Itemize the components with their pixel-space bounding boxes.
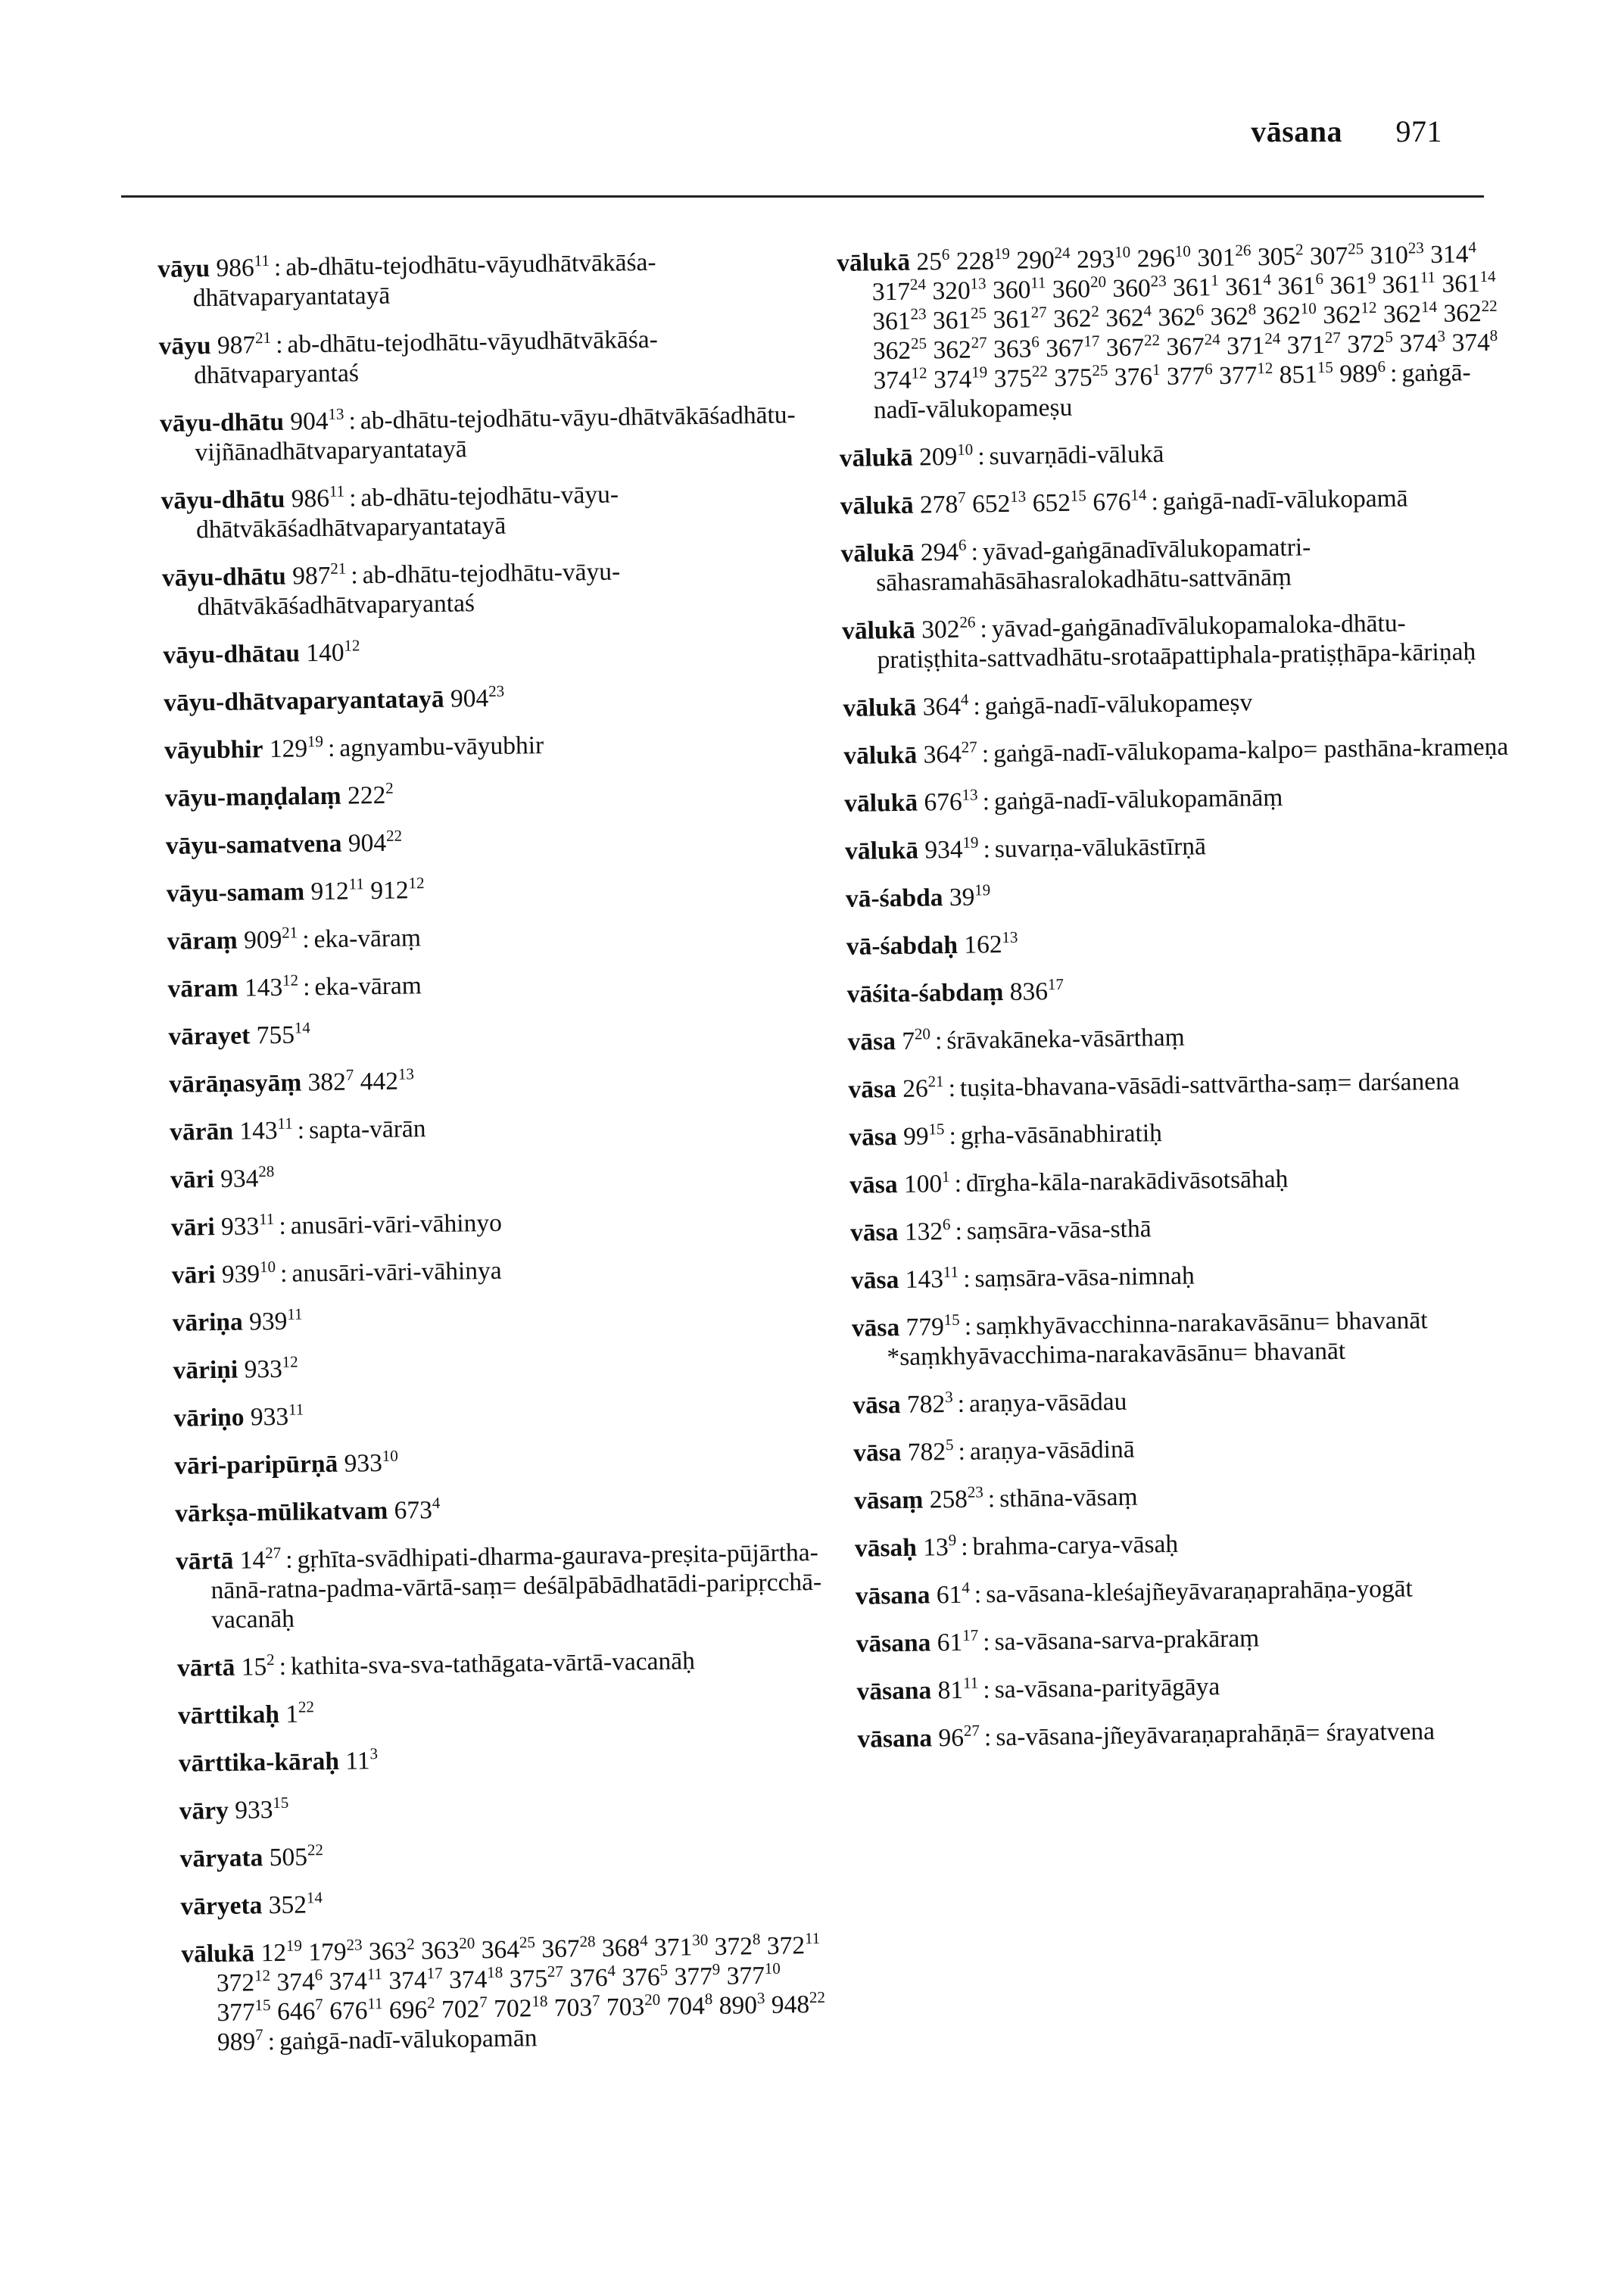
index-entry <box>837 239 1505 425</box>
entry-references: $25^6$ $228^{19}$ $290^{24}$ $293^{10}$ $296^{10}$ $301^{26}$ $305^2$ $307^{25}$ $310^{23}$ $314^4$ $317^{24}$ $320^{13}$ $360^{11}$ $360^{20}$ $360^{23}$ $361^1$ $361^4$ $361^6$ $361^9$ $361^{11}$ $361^{14}$ $361^{23}$ $361^{25}$ $361^{27}$ $362^2$ $362^4$ $362^6$ $362^8$ $362^{10}$ $362^{12}$ $362^{14}$ $362^{22}$ $362^{25}$ $362^{27}$ $363^6$ $367^{17}$ $367^{22}$ $367^{24}$ $371^{24}$ $371^{27}$ $372^5$ $374^3$ $374^8$ $374^{12}$ $374^{19}$ $375^{22}$ $375^{25}$ $376^1$ $377^6$ $377^{12}$ $851^{15}$ $989^6$ <box>871 238 1498 395</box>
entry-references: $26^{21}$ <box>902 1072 944 1103</box>
entry-references: $7^{20}$ <box>902 1024 931 1055</box>
entry-headword: vāyu-samatvena <box>165 829 342 860</box>
entry-context: tuṣita-bhavana-vāsādi-sattvārtha-saṃ= darśanena <box>959 1067 1460 1102</box>
entry-separator: : <box>962 1264 971 1293</box>
entry-headword: vāsa <box>853 1390 901 1420</box>
entry-headword: vārān <box>169 1117 234 1146</box>
entry-references: $505^{22}$ <box>269 1840 324 1872</box>
entry-headword: vāyu-dhātu <box>161 485 285 515</box>
entry-headword: vāsaḥ <box>854 1533 918 1563</box>
entry-context: dīrgha-kāla-narakādivāsotsāhaḥ <box>965 1164 1289 1198</box>
entry-separator: : <box>987 1485 996 1513</box>
entry-headword: vāsa <box>850 1265 899 1295</box>
index-entry <box>171 1204 830 1242</box>
index-entry <box>173 1395 832 1433</box>
entry-headword: vāram <box>167 974 238 1003</box>
entry-separator: : <box>973 692 980 721</box>
index-entry <box>179 1835 838 1874</box>
entry-headword: vāry <box>179 1796 229 1825</box>
entry-references: $986^{11}$ <box>291 482 345 513</box>
entry-references: $61^{17}$ <box>937 1625 979 1657</box>
entry-separator: : <box>961 1532 968 1561</box>
index-entry <box>179 1788 837 1826</box>
entry-separator: : <box>351 561 358 590</box>
entry-references: $61^4$ <box>936 1578 970 1610</box>
entry-separator: : <box>267 2028 276 2056</box>
entry-separator: : <box>957 1389 965 1418</box>
entry-references: $676^{13}$ <box>924 785 978 817</box>
entry-references: $382^7$ $442^{13}$ <box>307 1064 415 1097</box>
entry-headword: vālukā <box>839 443 913 472</box>
index-entry <box>857 1716 1523 1754</box>
entry-context: anusāri-vāri-vāhinyo <box>290 1208 503 1240</box>
index-entry <box>853 1429 1520 1468</box>
entry-references: $782^3$ <box>906 1387 953 1419</box>
entry-context: gaṅgā-nadī-vālukopameṣu <box>873 358 1471 425</box>
entry-separator: : <box>297 1116 305 1145</box>
entry-references: $912^{11}$ $912^{12}$ <box>310 874 425 906</box>
index-entry <box>175 1490 834 1529</box>
entry-separator: : <box>302 973 310 1002</box>
entry-context: yāvad-gaṅgānadīvālukopamatri-sāhasramahāsāhasralokadhātu-sattvānāṃ <box>875 533 1311 597</box>
entry-headword: vālukā <box>840 491 914 520</box>
entry-separator: : <box>327 734 335 762</box>
entry-context: gṛha-vāsānabhiratiḥ <box>960 1119 1163 1150</box>
entry-references: $1^{22}$ <box>285 1697 315 1728</box>
entry-headword: vā-śabdaḥ <box>846 930 959 961</box>
entry-headword: vāriṇa <box>172 1308 244 1337</box>
index-entry <box>849 1114 1515 1152</box>
entry-separator: : <box>285 1545 293 1574</box>
entry-separator: : <box>983 1628 990 1657</box>
entry-references: $933^{12}$ <box>244 1352 298 1384</box>
entry-separator: : <box>934 1027 943 1055</box>
index-entry <box>166 822 824 861</box>
entry-headword: vāyu-maṇḍalaṃ <box>164 781 341 812</box>
entry-headword: vālukā <box>841 616 916 645</box>
entry-separator: : <box>954 1169 962 1198</box>
entry-context: sa-vāsana-parityāgāya <box>994 1672 1220 1704</box>
entry-references: $904^{23}$ <box>450 681 505 713</box>
index-entry <box>172 1251 831 1290</box>
entry-references: $302^{26}$ <box>921 612 976 644</box>
entry-references: $132^6$ <box>904 1215 951 1246</box>
entry-separator: : <box>273 253 282 282</box>
entry-separator: : <box>949 1121 957 1151</box>
entry-references: $129^{19}$ <box>269 731 324 763</box>
entry-separator: : <box>279 1211 287 1240</box>
entry-headword: vālukā <box>844 836 919 865</box>
index-entry <box>162 554 821 622</box>
entry-separator: : <box>1389 359 1398 388</box>
entry-headword: vāyu <box>158 332 211 360</box>
index-entry <box>164 727 823 765</box>
index-entry <box>852 1304 1519 1373</box>
entry-references: $13^9$ <box>923 1530 957 1562</box>
entry-headword: vāryata <box>179 1844 263 1873</box>
entry-separator: : <box>279 1259 288 1288</box>
entry-headword: vārtā <box>175 1546 234 1576</box>
entry-headword: vāsaṃ <box>853 1485 924 1515</box>
entry-separator: : <box>348 484 357 513</box>
index-entry <box>840 482 1506 521</box>
entry-headword: vāsana <box>856 1676 932 1706</box>
entry-references: $143^{11}$ <box>905 1262 959 1294</box>
entry-headword: vāriṇi <box>173 1355 238 1385</box>
entry-separator: : <box>348 407 357 435</box>
entry-headword: vālukā <box>843 788 918 818</box>
index-entry <box>850 1209 1516 1248</box>
entry-headword: vāsa <box>851 1313 900 1342</box>
entry-separator: : <box>948 1074 956 1103</box>
index-entry <box>168 1013 827 1052</box>
entry-separator: : <box>955 1217 963 1245</box>
page-number: 971 <box>1395 114 1442 148</box>
entry-headword: vāsa <box>849 1123 897 1152</box>
entry-headword: vāriṇo <box>173 1403 245 1432</box>
entry-references: $934^{28}$ <box>220 1161 275 1193</box>
index-entry <box>856 1620 1522 1659</box>
index-entry <box>856 1668 1523 1706</box>
entry-headword: vāsa <box>853 1438 902 1467</box>
index-entry <box>167 965 826 1004</box>
entry-references: $836^{17}$ <box>1009 974 1064 1006</box>
index-entry <box>178 1692 837 1731</box>
entry-context: gaṅgā-nadī-vālukopamānāṃ <box>993 783 1283 816</box>
entry-references: $294^6$ <box>920 535 967 567</box>
left-column <box>157 245 842 2076</box>
entry-references: $904^{22}$ <box>348 826 403 858</box>
entry-headword: vāyubhir <box>164 735 263 765</box>
index-entry <box>846 923 1513 962</box>
entry-headword: vāri <box>171 1261 216 1289</box>
entry-headword: vāsa <box>849 1170 898 1199</box>
running-head <box>1251 114 1442 149</box>
index-entry <box>845 828 1511 866</box>
entry-references: $779^{15}$ <box>906 1310 960 1342</box>
entry-references: $81^{11}$ <box>937 1673 979 1705</box>
entry-context: ab-dhātu-tejodhātu-vāyu-dhātvākāśadhātu-vijñānadhātvaparyantatayā <box>195 401 796 467</box>
running-headword: vāsana <box>1251 114 1342 148</box>
index-entry <box>177 1644 836 1683</box>
index-entry <box>174 1442 833 1481</box>
entry-references: $352^{14}$ <box>268 1888 323 1920</box>
entry-context: anusāri-vāri-vāhinya <box>291 1256 502 1288</box>
entry-context: suvarṇa-vālukāstīrṇā <box>994 832 1207 864</box>
index-entry <box>176 1538 836 1635</box>
index-entry <box>169 1061 828 1099</box>
entry-references: $11^3$ <box>345 1744 379 1775</box>
entry-headword: vāśita-śabdaṃ <box>846 978 1004 1008</box>
index-entry <box>840 435 1506 473</box>
index-entry <box>157 245 817 313</box>
entry-context: saṃkhyāvacchinna-narakavāsānu= bhavanāt *saṃkhyāvacchima-narakavāsānu= bhavanāt <box>887 1306 1428 1372</box>
index-entry <box>170 1156 829 1195</box>
entry-context: brahma-carya-vāsaḥ <box>972 1529 1179 1561</box>
entry-references: $364^4$ <box>922 690 969 722</box>
entry-context: sthāna-vāsaṃ <box>999 1482 1138 1513</box>
entry-references: $987^{21}$ <box>217 328 272 360</box>
entry-separator: : <box>958 1437 966 1466</box>
entry-separator: : <box>983 1723 992 1752</box>
entry-headword: vārttikaḥ <box>177 1700 280 1730</box>
index-entry <box>844 780 1510 818</box>
index-entry <box>158 323 818 391</box>
entry-references: $15^2$ <box>241 1650 275 1682</box>
entry-context: ab-dhātu-tejodhātu-vāyu-dhātvākāśadhātvaparyantaś <box>197 557 621 622</box>
entry-headword: vārkṣa-mūlikatvam <box>174 1496 388 1528</box>
entry-headword: vāyu-samam <box>166 877 305 908</box>
entry-headword: vā-śabda <box>845 884 943 913</box>
entry-context: eka-vāram <box>314 971 422 1002</box>
entry-context: gaṅgā-nadī-vālukopameṣv <box>984 688 1253 721</box>
entry-references: $933^{11}$ <box>220 1209 275 1241</box>
index-entry <box>854 1477 1520 1516</box>
entry-references: $12^{19}$ $179^{23}$ $363^2$ $363^{20}$ $364^{25}$ $367^{28}$ $368^4$ $371^{30}$ $372^8$ $372^{11}$ $372^{12}$ $374^6$ $374^{11}$ $374^{17}$ $374^{18}$ $375^{27}$ $376^4$ $376^5$ $377^9$ $377^{10}$ $377^{15}$ $646^7$ $676^{11}$ $696^2$ $702^7$ $702^{18}$ $703^7$ $703^{20}$ $704^8$ $890^3$ $948^{22}$ $989^7$ <box>216 1928 826 2057</box>
entry-references: $939^{11}$ <box>248 1304 303 1336</box>
entry-headword: vāsa <box>847 1027 896 1056</box>
entry-separator: : <box>981 740 990 768</box>
entry-references: $99^{15}$ <box>902 1120 945 1151</box>
entry-references: $364^{27}$ <box>923 737 977 769</box>
entry-references: $933^{15}$ <box>234 1793 289 1825</box>
entry-context: suvarṇādi-vālukā <box>989 439 1164 471</box>
entry-references: $258^{23}$ <box>929 1482 983 1514</box>
entry-headword: vāyu-dhātau <box>163 639 301 669</box>
entry-references: $909^{21}$ <box>243 923 298 955</box>
entry-headword: vāyu-dhātu <box>161 562 287 592</box>
entry-references: $100^1$ <box>903 1167 950 1198</box>
entry-context: gaṅgā-nadī-vālukopama-kalpo= pasthāna-krameṇa <box>993 732 1509 768</box>
entry-separator: : <box>302 925 310 954</box>
entry-separator: : <box>1151 488 1159 516</box>
index-entry <box>840 530 1507 598</box>
entry-headword: vāraṃ <box>167 926 238 955</box>
entry-headword: vālukā <box>843 693 917 722</box>
entry-context: araṇya-vāsādinā <box>969 1435 1135 1466</box>
index-entry <box>846 875 1512 914</box>
entry-headword: vāri <box>170 1165 215 1194</box>
index-entry <box>855 1525 1521 1563</box>
index-entry <box>181 1928 841 2058</box>
index-entry <box>164 679 822 718</box>
entry-references: $222^2$ <box>347 778 394 810</box>
entry-headword: vālukā <box>181 1939 255 1968</box>
entry-references: $904^{13}$ <box>290 404 344 436</box>
entry-separator: : <box>982 787 990 816</box>
entry-headword: vālukā <box>840 538 915 568</box>
entry-headword: vāyu-dhātvaparyantatayā <box>164 684 444 717</box>
entry-context: ab-dhātu-tejodhātu-vāyudhātvākāśa-dhātvaparyantatayā <box>192 248 656 313</box>
index-entry <box>160 400 819 468</box>
entry-references: $162^{13}$ <box>964 927 1018 959</box>
entry-references: $673^4$ <box>394 1493 441 1525</box>
entry-context: ab-dhātu-tejodhātu-vāyu-dhātvākāśadhātvaparyantatayā <box>195 480 619 544</box>
entry-references: $143^{12}$ <box>244 971 299 1002</box>
entry-context: eka-vāraṃ <box>313 924 422 954</box>
entry-separator: : <box>279 1652 287 1681</box>
entry-separator: : <box>964 1312 972 1341</box>
index-entry <box>167 918 825 956</box>
entry-headword: vāyu-dhātu <box>159 407 285 438</box>
entry-context: saṃsāra-vāsa-sthā <box>966 1214 1152 1245</box>
index-entry <box>161 477 820 545</box>
entry-context: gaṅgā-nadī-vālukopamān <box>279 2024 538 2056</box>
entry-context: saṃsāra-vāsa-nimnaḥ <box>974 1261 1195 1293</box>
index-entry <box>173 1347 831 1385</box>
entry-headword: vāsa <box>848 1075 897 1104</box>
index-entry <box>167 870 825 909</box>
entry-headword: vāsa <box>849 1217 899 1247</box>
entry-headword: vālukā <box>837 248 911 277</box>
entry-headword: vārttika-kāraḥ <box>178 1747 340 1778</box>
entry-references: $96^{27}$ <box>938 1721 980 1753</box>
entry-references: $278^7$ $652^{13}$ $652^{15}$ $676^{14}$ <box>919 485 1147 519</box>
right-column <box>837 239 1524 1772</box>
index-entry <box>853 1382 1519 1420</box>
entry-context: yāvad-gaṅgānadīvālukopamaloka-dhātu-pratiṣṭhita-sattvadhātu-srotaāpattiphala-pratiṣṭhāpa-kāriṇaḥ <box>877 609 1476 675</box>
entry-references: $987^{21}$ <box>291 559 347 591</box>
entry-headword: vāsana <box>857 1724 933 1753</box>
entry-separator: : <box>974 1580 982 1609</box>
entry-headword: vāryeta <box>180 1891 263 1921</box>
entry-context: gṛhīta-svādhipati-dharma-gaurava-preṣita-pūjārtha-nānā-ratna-padma-vārtā-saṃ= deśālpābādhatādi-paripṛcchā-vacanāḥ <box>210 1538 822 1635</box>
index-entry <box>170 1108 828 1147</box>
entry-references: $755^{14}$ <box>256 1018 310 1050</box>
entry-references: $782^5$ <box>907 1435 954 1466</box>
entry-headword: vāsana <box>855 1581 930 1610</box>
entry-separator: : <box>275 330 283 359</box>
index-entry <box>843 684 1509 723</box>
entry-separator: : <box>971 538 979 566</box>
entry-references: $39^{19}$ <box>949 881 991 912</box>
index-entry <box>179 1740 837 1778</box>
entry-headword: vārayet <box>168 1021 251 1051</box>
entry-separator: : <box>983 1675 990 1704</box>
entry-headword: vāri <box>170 1213 215 1242</box>
entry-context: agnyambu-vāyubhir <box>339 731 544 762</box>
index-entry <box>848 1066 1514 1105</box>
index-entry <box>843 732 1510 771</box>
entry-context: araṇya-vāsādau <box>968 1387 1127 1418</box>
entry-context: kathita-sva-sva-tathāgata-vārtā-vacanāḥ <box>290 1647 696 1681</box>
entry-references: $14^{27}$ <box>239 1543 282 1575</box>
entry-context: sa-vāsana-sarva-prakāraṃ <box>994 1624 1260 1657</box>
entry-references: $986^{11}$ <box>216 251 270 282</box>
entry-context: sa-vāsana-kleśajñeyāvaraṇaprahāṇa-yogāt <box>985 1574 1414 1609</box>
entry-context: sapta-vārān <box>308 1114 426 1145</box>
entry-references: $143^{11}$ <box>239 1114 293 1145</box>
entry-context: sa-vāsana-jñeyāvaraṇaprahāṇā= śrayatvena <box>996 1717 1435 1752</box>
entry-references: $933^{11}$ <box>250 1400 304 1432</box>
index-entry <box>842 607 1509 675</box>
entry-headword: vāri-paripūrṇā <box>174 1449 338 1480</box>
entry-references: $140^{12}$ <box>306 636 360 668</box>
entry-headword: vāsana <box>856 1629 931 1658</box>
header-rule <box>121 195 1484 198</box>
entry-context: śrāvakāneka-vāsārthaṃ <box>946 1023 1185 1055</box>
entry-references: $209^{10}$ <box>918 440 974 472</box>
entry-references: $939^{10}$ <box>221 1257 276 1289</box>
index-entry <box>849 1161 1516 1200</box>
index-entry <box>165 775 824 813</box>
index-entry <box>163 631 821 670</box>
index-entry <box>851 1257 1517 1295</box>
entry-headword: vālukā <box>843 740 918 770</box>
entry-context: ab-dhātu-tejodhātu-vāyudhātvākāśa-dhātvaparyantaś <box>193 325 658 390</box>
entry-headword: vārtā <box>176 1653 235 1682</box>
entry-separator: : <box>983 835 991 864</box>
index-entry <box>172 1299 831 1338</box>
entry-separator: : <box>977 442 985 471</box>
entry-headword: vāyu <box>157 254 210 283</box>
index-entry <box>846 971 1513 1009</box>
entry-references: $933^{10}$ <box>344 1446 398 1478</box>
entry-references: $934^{19}$ <box>924 833 979 865</box>
entry-separator: : <box>980 615 988 644</box>
index-entry <box>847 1018 1513 1057</box>
index-entry <box>856 1572 1522 1611</box>
entry-headword: vārāṇasyāṃ <box>169 1068 302 1099</box>
index-entry <box>180 1883 839 1922</box>
entry-context: gaṅgā-nadī-vālukopamā <box>1162 484 1408 516</box>
